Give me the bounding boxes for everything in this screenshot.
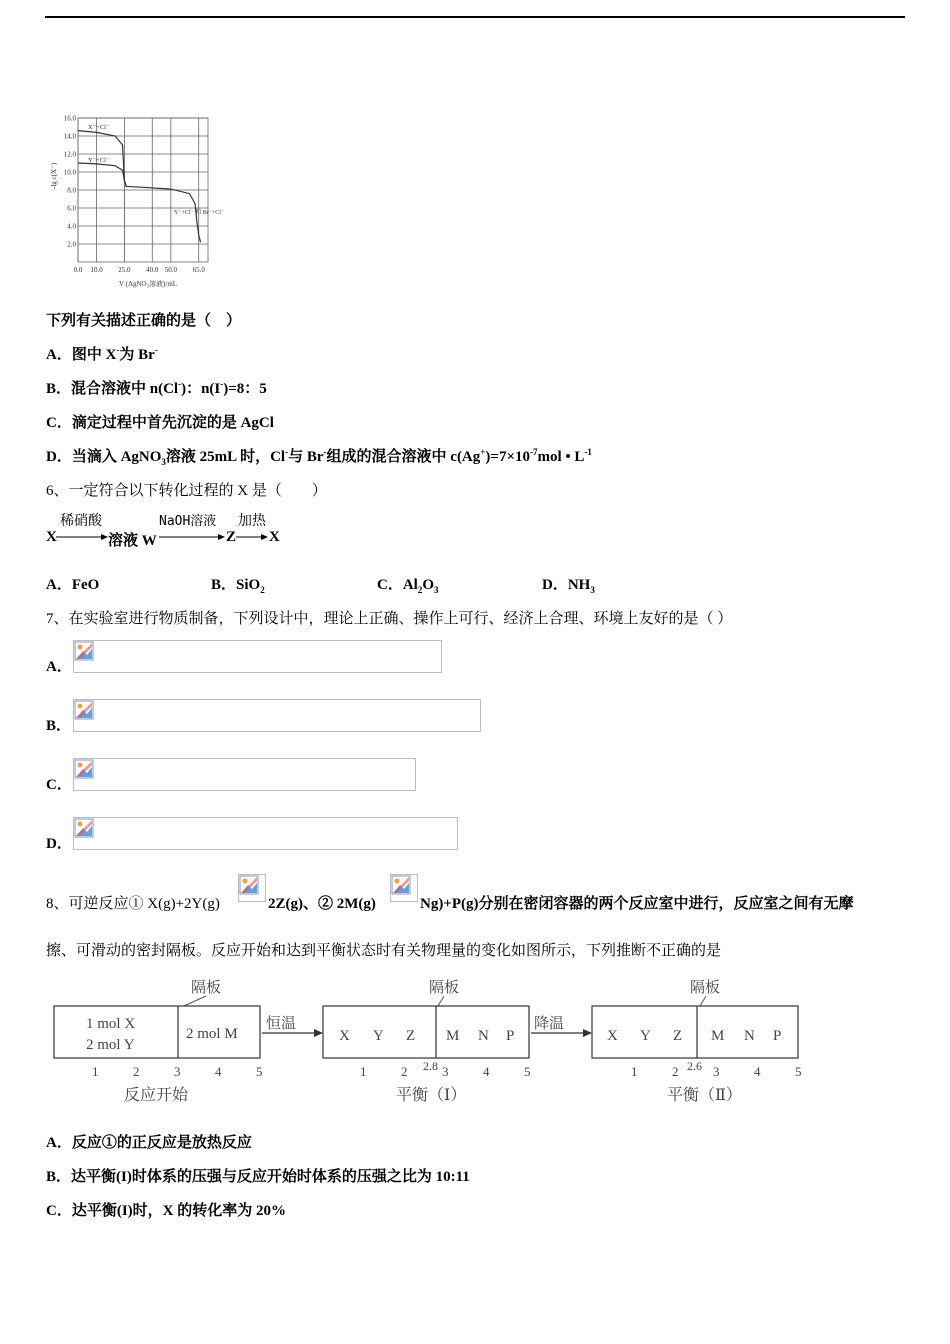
q6-c-sub-1: 2	[417, 585, 423, 595]
chart-series-1	[78, 163, 126, 186]
header-rule	[45, 16, 905, 18]
q6-arrow-1	[56, 532, 108, 542]
chart-ytick-7: 16.0	[63, 114, 76, 123]
q6-reagent-2: NaOH溶液	[159, 514, 217, 529]
eq2-species-x: X	[607, 1028, 618, 1044]
eq1-species-n: N	[478, 1028, 489, 1044]
scale3-tick-5: 5	[795, 1064, 802, 1079]
q6-reagent-3: 加热	[238, 514, 266, 529]
q6-c-sub-2: 3	[434, 585, 439, 595]
chart-ytick-4: 10.0	[63, 168, 76, 177]
chart-ytick-0: 2.0	[67, 240, 76, 249]
q5-d-text-1: D．当滴入 AgNO	[46, 449, 162, 465]
q5-d-sup-4: -7	[530, 447, 538, 457]
eq2-species-y: Y	[640, 1028, 651, 1044]
q8-line1-a: 8、可逆反应① X(g)+2Y(g)	[46, 896, 220, 912]
eq1-species-y: Y	[373, 1028, 384, 1044]
scale2-tick-5: 5	[524, 1064, 531, 1079]
q6-mid-2: Z	[226, 529, 237, 545]
chart-xtick-3: 40.0	[146, 266, 159, 274]
q5-option-b[interactable]	[46, 379, 267, 399]
q6-end: X	[269, 529, 280, 545]
chart-xtick-4: 50.0	[164, 266, 177, 274]
q5-option-a[interactable]	[46, 345, 158, 365]
broken-image-icon	[74, 818, 94, 838]
chart-xtick-5: 65.0	[192, 266, 205, 274]
q5-option-d[interactable]	[46, 447, 592, 467]
broken-image-icon	[391, 875, 411, 895]
eq1-species-p: P	[506, 1028, 515, 1044]
q6-c-text-1: C．Al	[377, 577, 418, 593]
q5-b-sup-2: -	[220, 379, 224, 389]
q8-option-a[interactable]: A．反应①的正反应是放热反应	[46, 1135, 252, 1151]
caption-eq2: 平衡（Ⅱ）	[667, 1087, 742, 1104]
scale3-marker: 2.6	[687, 1059, 702, 1073]
q5-d-text-5: )=7×10	[485, 449, 531, 465]
reaction-chamber-diagram	[46, 972, 816, 1112]
q7-stem: 7、在实验室进行物质制备，下列设计中，理论上正确、操作上可行、经济上合理、环境上友好的是（ ）	[46, 611, 733, 627]
q7-option-c-label[interactable]: C．	[46, 777, 72, 793]
partition-label-2: 隔板	[429, 980, 460, 996]
q6-b-sub: 2	[260, 585, 265, 595]
chart-ylabel: -lg c(X⁻)	[50, 162, 58, 190]
q5-a-sup-2: -	[154, 345, 158, 355]
q7-option-a-label[interactable]: A．	[46, 659, 72, 675]
q5-d-text-6: mol • L	[537, 449, 585, 465]
eq2-species-z: Z	[673, 1028, 683, 1044]
scale3-tick-4: 4	[754, 1064, 761, 1079]
scale3-tick-3: 3	[713, 1064, 720, 1079]
start-right-text: 2 mol M	[186, 1026, 238, 1042]
q8-option-c[interactable]: C．达平衡(I)时，X 的转化率为 20%	[46, 1203, 286, 1219]
chart-ytick-6: 14.0	[63, 132, 76, 141]
scale1-tick-1: 1	[92, 1064, 99, 1079]
q6-option-b[interactable]	[211, 575, 265, 595]
arrow-label-1: 恒温	[266, 1016, 297, 1032]
equilibrium-arrow-image-1	[238, 874, 266, 902]
scale2-tick-4: 4	[483, 1064, 490, 1079]
q7-option-d-label[interactable]: D．	[46, 836, 72, 852]
broken-image-icon	[74, 641, 94, 661]
broken-image-icon	[74, 759, 94, 779]
chart-xtick-2: 25.0	[118, 266, 131, 274]
q5-a-text-1: A．图中 X	[46, 347, 117, 363]
equilibrium-arrow-image-2	[390, 874, 418, 902]
q5-stem: 下列有关描述正确的是（ ）	[46, 313, 242, 329]
q6-mid-1: 溶液 W	[108, 533, 157, 549]
start-left-line2: 2 mol Y	[86, 1037, 135, 1053]
scale3-tick-2: 2	[672, 1064, 679, 1079]
q7-option-b-label[interactable]: B．	[46, 718, 72, 734]
arrow-label-2: 降温	[534, 1016, 565, 1032]
q6-d-sub: 3	[590, 585, 595, 595]
chart-ytick-5: 12.0	[63, 150, 76, 159]
q6-arrow-2	[159, 532, 225, 542]
q5-d-sub-1: 3	[161, 457, 166, 467]
q5-a-sup-1: -	[116, 345, 120, 355]
scale2-marker: 2.8	[423, 1059, 438, 1073]
q5-b-text-3: )=8：5	[223, 381, 267, 397]
scale3-tick-1: 1	[631, 1064, 638, 1079]
q5-b-sup-1: -	[178, 379, 182, 389]
chart-ytick-3: 8.0	[67, 186, 76, 195]
chart-ytick-2: 6.0	[67, 204, 76, 213]
chart-annotation-x: X⁻+Cl⁻	[88, 124, 110, 131]
start-left-line1: 1 mol X	[86, 1016, 136, 1032]
chart-xtick-1: 10.0	[90, 266, 103, 274]
q6-d-text: D．NH	[542, 577, 591, 593]
q8-line-1	[46, 874, 916, 910]
eq2-species-m: M	[711, 1028, 725, 1044]
q6-b-text: B．SiO	[211, 577, 261, 593]
q7-option-c-image[interactable]	[73, 758, 416, 791]
chart-annotation-y: Y⁻+Cl⁻	[88, 157, 110, 164]
q6-stem: 6、一定符合以下转化过程的 X 是（ ）	[46, 483, 327, 499]
q5-option-c[interactable]: C．滴定过程中首先沉淀的是 AgCl	[46, 415, 274, 431]
scale2-tick-1: 1	[360, 1064, 367, 1079]
q5-d-text-4: 组成的混合溶液中 c(Ag	[326, 449, 481, 465]
eq1-species-x: X	[339, 1028, 350, 1044]
q5-d-sup-2: -	[323, 447, 327, 457]
q8-line1-c: Ng)+P(g)分别在密闭容器的两个反应室中进行，反应室之间有无摩	[420, 896, 854, 912]
q5-d-sup-3: +	[480, 447, 486, 457]
partition-label-3: 隔板	[690, 980, 721, 996]
eq1-species-m: M	[446, 1028, 460, 1044]
chart-xlabel: V (AgNO₃溶液)/mL	[118, 280, 178, 288]
titration-chart	[48, 106, 225, 296]
q6-reagent-1: 稀硝酸	[60, 514, 102, 529]
broken-image-icon	[74, 700, 94, 720]
chart-ytick-1: 4.0	[67, 222, 76, 231]
chart-xtick-0: 0.0	[73, 266, 83, 274]
q6-c-text-2: O	[422, 577, 435, 593]
q5-d-text-3: 与 Br	[288, 449, 324, 465]
q6-conversion-chain	[46, 510, 346, 550]
q7-option-d-image[interactable]	[73, 817, 458, 850]
q5-b-text-2: )：n(I	[181, 381, 221, 397]
q7-option-a-image[interactable]	[73, 640, 442, 673]
q5-b-text-1: B．混合溶液中 n(Cl	[46, 381, 179, 397]
q7-option-b-image[interactable]	[73, 699, 481, 732]
q6-start: X	[46, 529, 57, 545]
q8-option-b[interactable]: B．达平衡(I)时体系的压强与反应开始时体系的压强之比为 10:11	[46, 1169, 470, 1185]
q5-a-text-2: 为 Br	[119, 347, 155, 363]
q5-d-sup-1: -	[285, 447, 289, 457]
q8-line-2: 擦、可滑动的密封隔板。反应开始和达到平衡状态时有关物理量的变化如图所示，下列推断不正确的是	[46, 943, 722, 959]
broken-image-icon	[239, 875, 259, 895]
q6-option-c[interactable]	[377, 575, 439, 595]
q6-option-a[interactable]: A．FeO	[46, 577, 100, 593]
scale1-tick-3: 3	[174, 1064, 181, 1079]
q6-option-d[interactable]	[542, 575, 595, 595]
q6-arrow-3	[236, 532, 268, 542]
scale1-tick-4: 4	[215, 1064, 222, 1079]
q5-d-sup-5: -1	[584, 447, 592, 457]
scale2-tick-2: 2	[401, 1064, 408, 1079]
scale2-tick-3: 3	[442, 1064, 449, 1079]
caption-start: 反应开始	[124, 1087, 189, 1104]
eq1-species-z: Z	[406, 1028, 416, 1044]
q5-d-text-2: 溶液 25mL 时，Cl	[165, 449, 286, 465]
chart-annotation-br: Y⁻+Cl⁻ 和 Br⁻+Cl⁻	[174, 210, 225, 216]
partition-label-1: 隔板	[191, 980, 222, 996]
caption-eq1: 平衡（Ⅰ）	[396, 1087, 467, 1104]
eq2-species-p: P	[773, 1028, 782, 1044]
scale1-tick-2: 2	[133, 1064, 140, 1079]
eq2-species-n: N	[744, 1028, 755, 1044]
scale1-tick-5: 5	[256, 1064, 263, 1079]
q8-line1-b: 2Z(g)、② 2M(g)	[268, 896, 376, 912]
